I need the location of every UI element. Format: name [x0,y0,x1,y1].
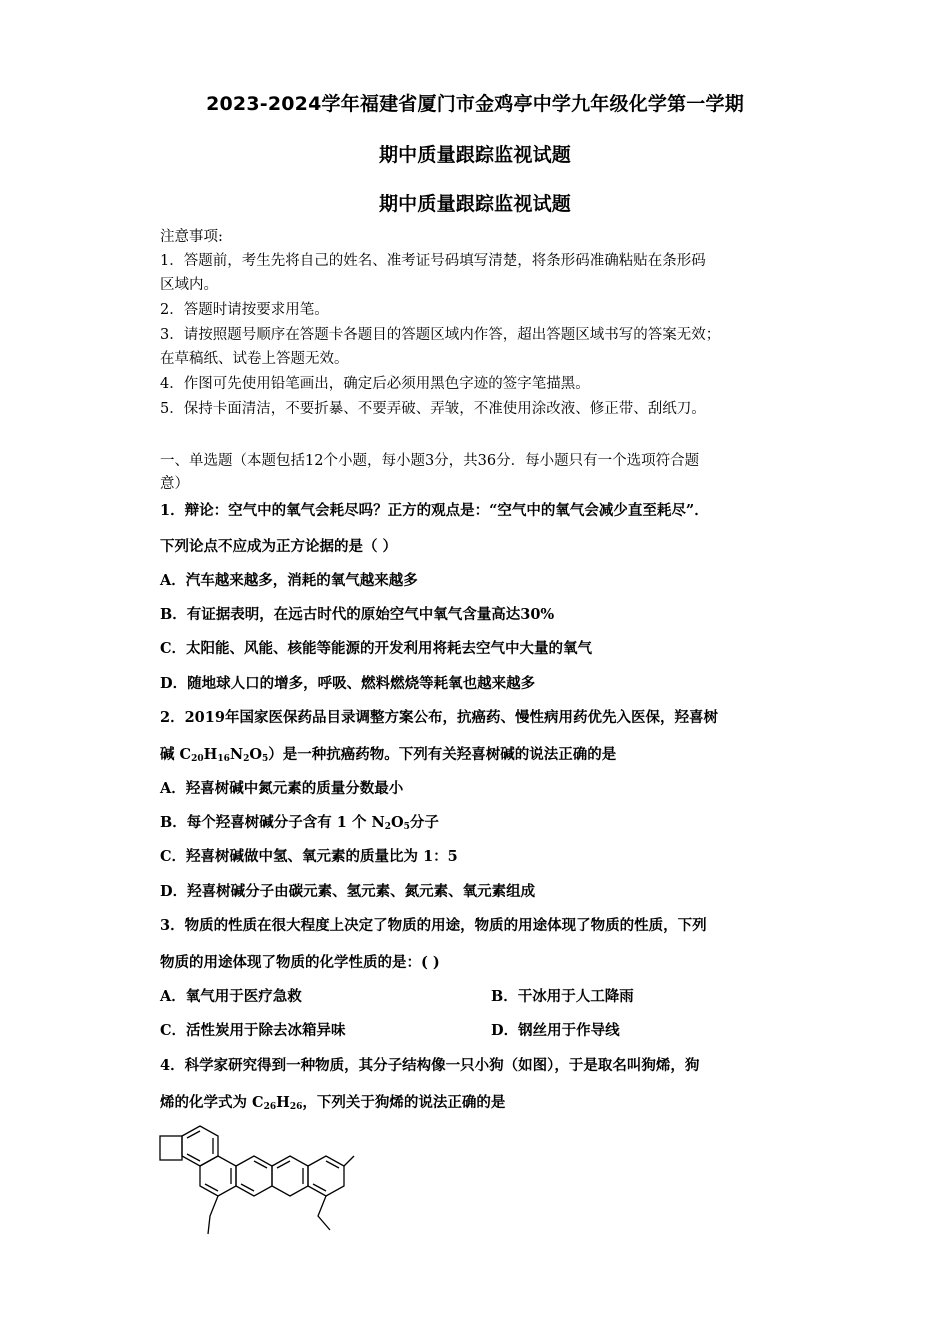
q3-option-d: D．钢丝用于作导线 [491,1022,620,1039]
benzene-ring-3 [236,1156,272,1196]
notice-item: 4．作图可先使用铅笔画出，确定后必须用黑色字迹的签字笔描黑。 [160,376,590,392]
q2-option-b: B．每个羟喜树碱分子含有 1 个 $N_2O_5$分子 [160,814,439,832]
cyclobutane-ring [160,1136,182,1160]
notice-item: 5．保持卡面清洁，不要折暴、不要弄破、弄皱，不准使用涂改液、修正带、刮纸刀。 [160,401,706,417]
q2-stem: 2．2019年国家医保药品目录调整方案公布，抗癌药、慢性病用药优先入医保，羟喜树 [160,709,718,726]
notice-item: 3．请按照题号顺序在答题卡各题目的答题区域内作答，超出答题区域书写的答案无效； [160,327,721,343]
q4-stem-cont: 烯的化学式为 $C_{26}H_{26}$，下列关于狗烯的说法正确的是 [160,1094,506,1112]
notice-heading: 注意事项: [160,229,223,245]
dogene-structure-diagram [150,1122,360,1242]
q1-option-c: C．太阳能、风能、核能等能源的开发利用将耗去空气中大量的氧气 [160,640,593,657]
notice-item: 1．答题前，考生先将自己的姓名、准考证号码填写清楚，将条形码准确粘贴在条形码 [160,253,706,269]
q3-option-a: A．氧气用于医疗急救 [160,988,302,1005]
q4-stem: 4．科学家研究得到一种物质，其分子结构像一只小狗（如图），于是取名叫狗烯，狗 [160,1057,700,1074]
q1-option-a: A．汽车越来越多，消耗的氧气越来越多 [160,572,418,589]
q2-stem-cont: 碱 $C_{20}H_{16}N_2O_5$）是一种抗癌药物。下列有关羟喜树碱的说法正确的是 [160,746,617,764]
q1-stem-cont: 下列论点不应成为正方论据的是（ ） [160,538,398,555]
q2-option-c: C．羟喜树碱做中氢、氧元素的质量比为 1：5 [160,848,458,865]
ethyl-group-2 [318,1196,330,1230]
notice-item: 区域内。 [160,277,218,293]
exam-title-line2: 期中质量跟踪监视试题 [378,144,571,166]
q1-option-b: B．有证据表明，在远古时代的原始空气中氧气含量高达30% [160,606,555,623]
ethyl-group-1 [208,1196,218,1234]
q3-option-c: C．活性炭用于除去冰箱异味 [160,1022,346,1039]
section-heading-cont: 意） [160,476,189,492]
q3-stem-cont: 物质的用途体现了物质的化学性质的是：( ) [160,954,440,971]
q2-option-d: D．羟喜树碱分子由碳元素、氢元素、氮元素、氧元素组成 [160,883,536,900]
q1-stem: 1．辩论：空气中的氧气会耗尽吗？正方的观点是：“空气中的氧气会减少直至耗尽”． [160,502,709,519]
q2-option-a: A．羟喜树碱中氮元素的质量分数最小 [160,780,404,797]
methyl-group [344,1156,354,1166]
notice-item: 在草稿纸、试卷上答题无效。 [160,351,349,367]
notice-item: 2．答题时请按要求用笔。 [160,302,329,318]
q3-option-b: B．干冰用于人工降雨 [491,988,634,1005]
q3-stem: 3．物质的性质在很大程度上决定了物质的用途，物质的用途体现了物质的性质，下列 [160,917,707,934]
exam-title-line3: 期中质量跟踪监视试题 [378,193,571,215]
exam-title-line1: 2023-2024学年福建省厦门市金鸡亭中学九年级化学第一学期 [206,93,744,115]
q1-option-d: D．随地球人口的增多，呼吸、燃料燃烧等耗氧也越来越多 [160,675,536,692]
benzene-ring-5 [308,1156,344,1196]
section-heading: 一、单选题（本题包括12个小题，每小题3分，共36分．每小题只有一个选项符合题 [160,453,700,469]
